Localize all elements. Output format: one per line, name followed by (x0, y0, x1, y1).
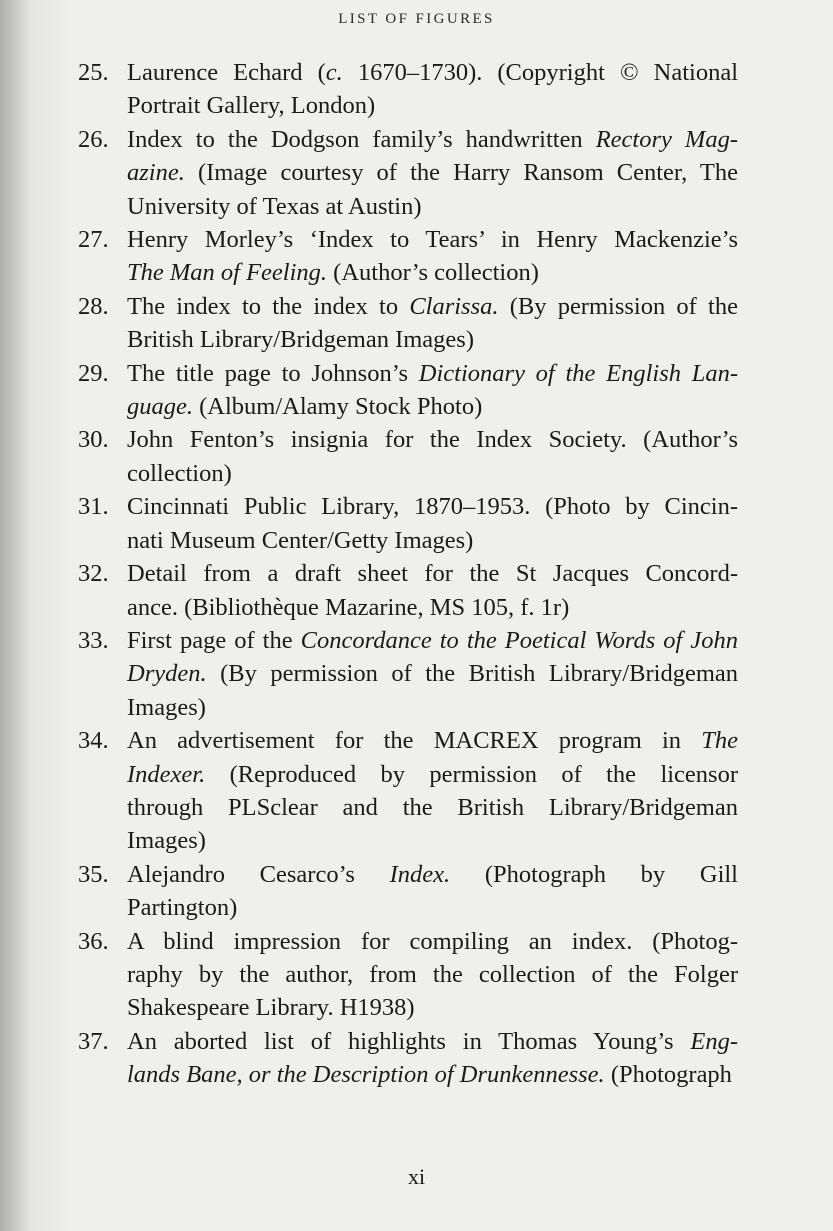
figure-caption (127, 1025, 738, 1092)
caption-text: British Library/Bridgeman Images) (127, 326, 474, 354)
figure-number: 33. (78, 626, 109, 654)
page-number: xi (407, 1164, 426, 1189)
italic-title: Index. (389, 860, 451, 888)
running-header: LIST OF FIGURES (338, 11, 495, 27)
figure-entry (78, 423, 738, 490)
caption-line (127, 591, 738, 624)
caption-line (127, 824, 738, 857)
italic-title: The Man of Feeling. (127, 259, 328, 287)
caption-text: Henry Morley’s ‘Index to Tears’ in Henry Mackenzie’s (127, 226, 738, 254)
caption-line (127, 323, 738, 356)
caption-text: 1670–1730). (Copyright © National (342, 59, 738, 86)
figure-entry (78, 1025, 738, 1092)
caption-text: Index to the Dodgson family’s handwritten (127, 125, 596, 153)
caption-text: An aborted list of highlights in Thomas Young’s (127, 1027, 691, 1055)
figure-number: 30. (78, 426, 109, 454)
caption-text: ance. (Bibliothèque Mazarine, MS 105, f. 1r) (127, 593, 570, 621)
caption-text: (By permission of the (498, 292, 738, 320)
figure-caption (127, 423, 738, 490)
caption-line (127, 123, 738, 156)
italic-title: Eng- (690, 1027, 738, 1055)
figure-caption (127, 925, 738, 1025)
caption-text: collection) (127, 459, 232, 487)
caption-line (127, 691, 738, 724)
caption-line (127, 724, 738, 757)
caption-line (127, 89, 738, 122)
caption-text: Portrait Gallery, London) (127, 92, 376, 120)
figure-entry (78, 624, 738, 724)
caption-line (127, 423, 738, 456)
figure-entry (78, 56, 738, 123)
caption-text: (Photograph (604, 1061, 732, 1089)
figure-caption (127, 290, 738, 357)
caption-line (127, 457, 738, 490)
caption-line (127, 1058, 738, 1091)
caption-line (127, 958, 738, 991)
italic-title: Dryden. (127, 660, 207, 688)
caption-line (127, 190, 738, 223)
figure-caption (127, 223, 738, 290)
caption-line (127, 557, 738, 590)
caption-text: Images) (127, 827, 206, 855)
caption-line (127, 524, 738, 557)
caption-text: (Album/Alamy Stock Photo) (193, 393, 483, 421)
italic-title: azine. (127, 159, 185, 187)
figure-caption (127, 56, 738, 123)
figure-entry (78, 724, 738, 858)
figure-number: 28. (78, 292, 109, 320)
caption-line (127, 758, 738, 791)
caption-text: (Reproduced by permission of the licensor (205, 760, 738, 788)
caption-text: An advertisement for the MACREX program in (127, 727, 702, 755)
figure-number: 26. (78, 125, 109, 153)
figure-number: 32. (78, 560, 109, 588)
italic-title: Clarissa. (409, 292, 499, 320)
figure-caption (127, 490, 738, 557)
figure-caption (127, 357, 738, 424)
caption-line (127, 56, 738, 89)
italic-title: Concordance to the Poetical Words of John (300, 626, 738, 654)
caption-text: The title page to Johnson’s (127, 359, 419, 387)
figure-entry (78, 223, 738, 290)
caption-line (127, 891, 738, 924)
caption-text: Alejandro Cesarco’s (127, 860, 390, 888)
italic-title: Rectory Mag- (595, 125, 738, 153)
figure-number: 31. (78, 493, 109, 521)
page-gutter-shadow (0, 0, 70, 1231)
figure-number: 34. (78, 727, 109, 755)
italic-title: guage. (127, 393, 193, 421)
caption-line (127, 624, 738, 657)
caption-text: Laurence Echard ( (127, 59, 326, 86)
figure-entry (78, 357, 738, 424)
caption-line (127, 390, 738, 423)
figure-caption (127, 624, 738, 724)
figure-entry (78, 925, 738, 1025)
caption-line (127, 256, 738, 289)
figure-caption (127, 724, 738, 858)
caption-text: raphy by the author, from the collection of the Folger (127, 960, 738, 988)
caption-line (127, 925, 738, 958)
caption-text: (Image courtesy of the Harry Ransom Center, The (184, 159, 738, 187)
italic-title: Dictionary of the English Lan- (418, 359, 738, 387)
caption-line (127, 858, 738, 891)
figure-number: 29. (78, 359, 109, 387)
figure-entry (78, 490, 738, 557)
figure-caption (127, 123, 738, 223)
figure-entry (78, 858, 738, 925)
caption-line (127, 290, 738, 323)
caption-text: John Fenton’s insignia for the Index Society. (Author’s (127, 426, 738, 454)
caption-text: Images) (127, 693, 206, 721)
figure-entry (78, 123, 738, 223)
figure-list (78, 56, 738, 1092)
caption-line (127, 223, 738, 256)
caption-text: (Author’s collection) (327, 259, 539, 287)
figure-number: 36. (78, 927, 109, 955)
caption-text: nati Museum Center/Getty Images) (127, 526, 474, 554)
caption-text: Detail from a draft sheet for the St Jacques Concord- (127, 560, 738, 588)
figure-number: 35. (78, 860, 109, 888)
caption-text: A blind impression for compiling an index. (Photog- (127, 927, 738, 955)
caption-line (127, 156, 738, 189)
italic-title: Indexer. (127, 760, 206, 788)
caption-text: Partington) (127, 894, 238, 922)
caption-text: First page of the (127, 626, 301, 654)
caption-line (127, 357, 738, 390)
italic-title: lands Bane, or the Description of Drunkennesse. (127, 1061, 605, 1089)
figure-caption (127, 858, 738, 925)
caption-text: through PLSclear and the British Library/Bridgeman (127, 793, 738, 821)
caption-text: The index to the index to (127, 292, 410, 320)
figure-number: 27. (78, 226, 109, 254)
caption-line (127, 490, 738, 523)
italic-title: The (701, 727, 738, 755)
figure-number: 25. (78, 59, 109, 86)
caption-text: University of Texas at Austin) (127, 192, 422, 220)
caption-text: Shakespeare Library. H1938) (127, 994, 415, 1022)
figure-entry (78, 290, 738, 357)
caption-line (127, 657, 738, 690)
figure-entry (78, 557, 738, 624)
caption-text: (Photograph by Gill (450, 860, 738, 888)
figure-caption (127, 557, 738, 624)
figure-number: 37. (78, 1027, 109, 1055)
caption-line (127, 991, 738, 1024)
italic-title: c. (325, 59, 343, 86)
caption-line (127, 791, 738, 824)
caption-text: (By permission of the British Library/Bridgeman (206, 660, 738, 688)
caption-text: Cincinnati Public Library, 1870–1953. (Photo by Cincin- (127, 493, 738, 521)
caption-line (127, 1025, 738, 1058)
